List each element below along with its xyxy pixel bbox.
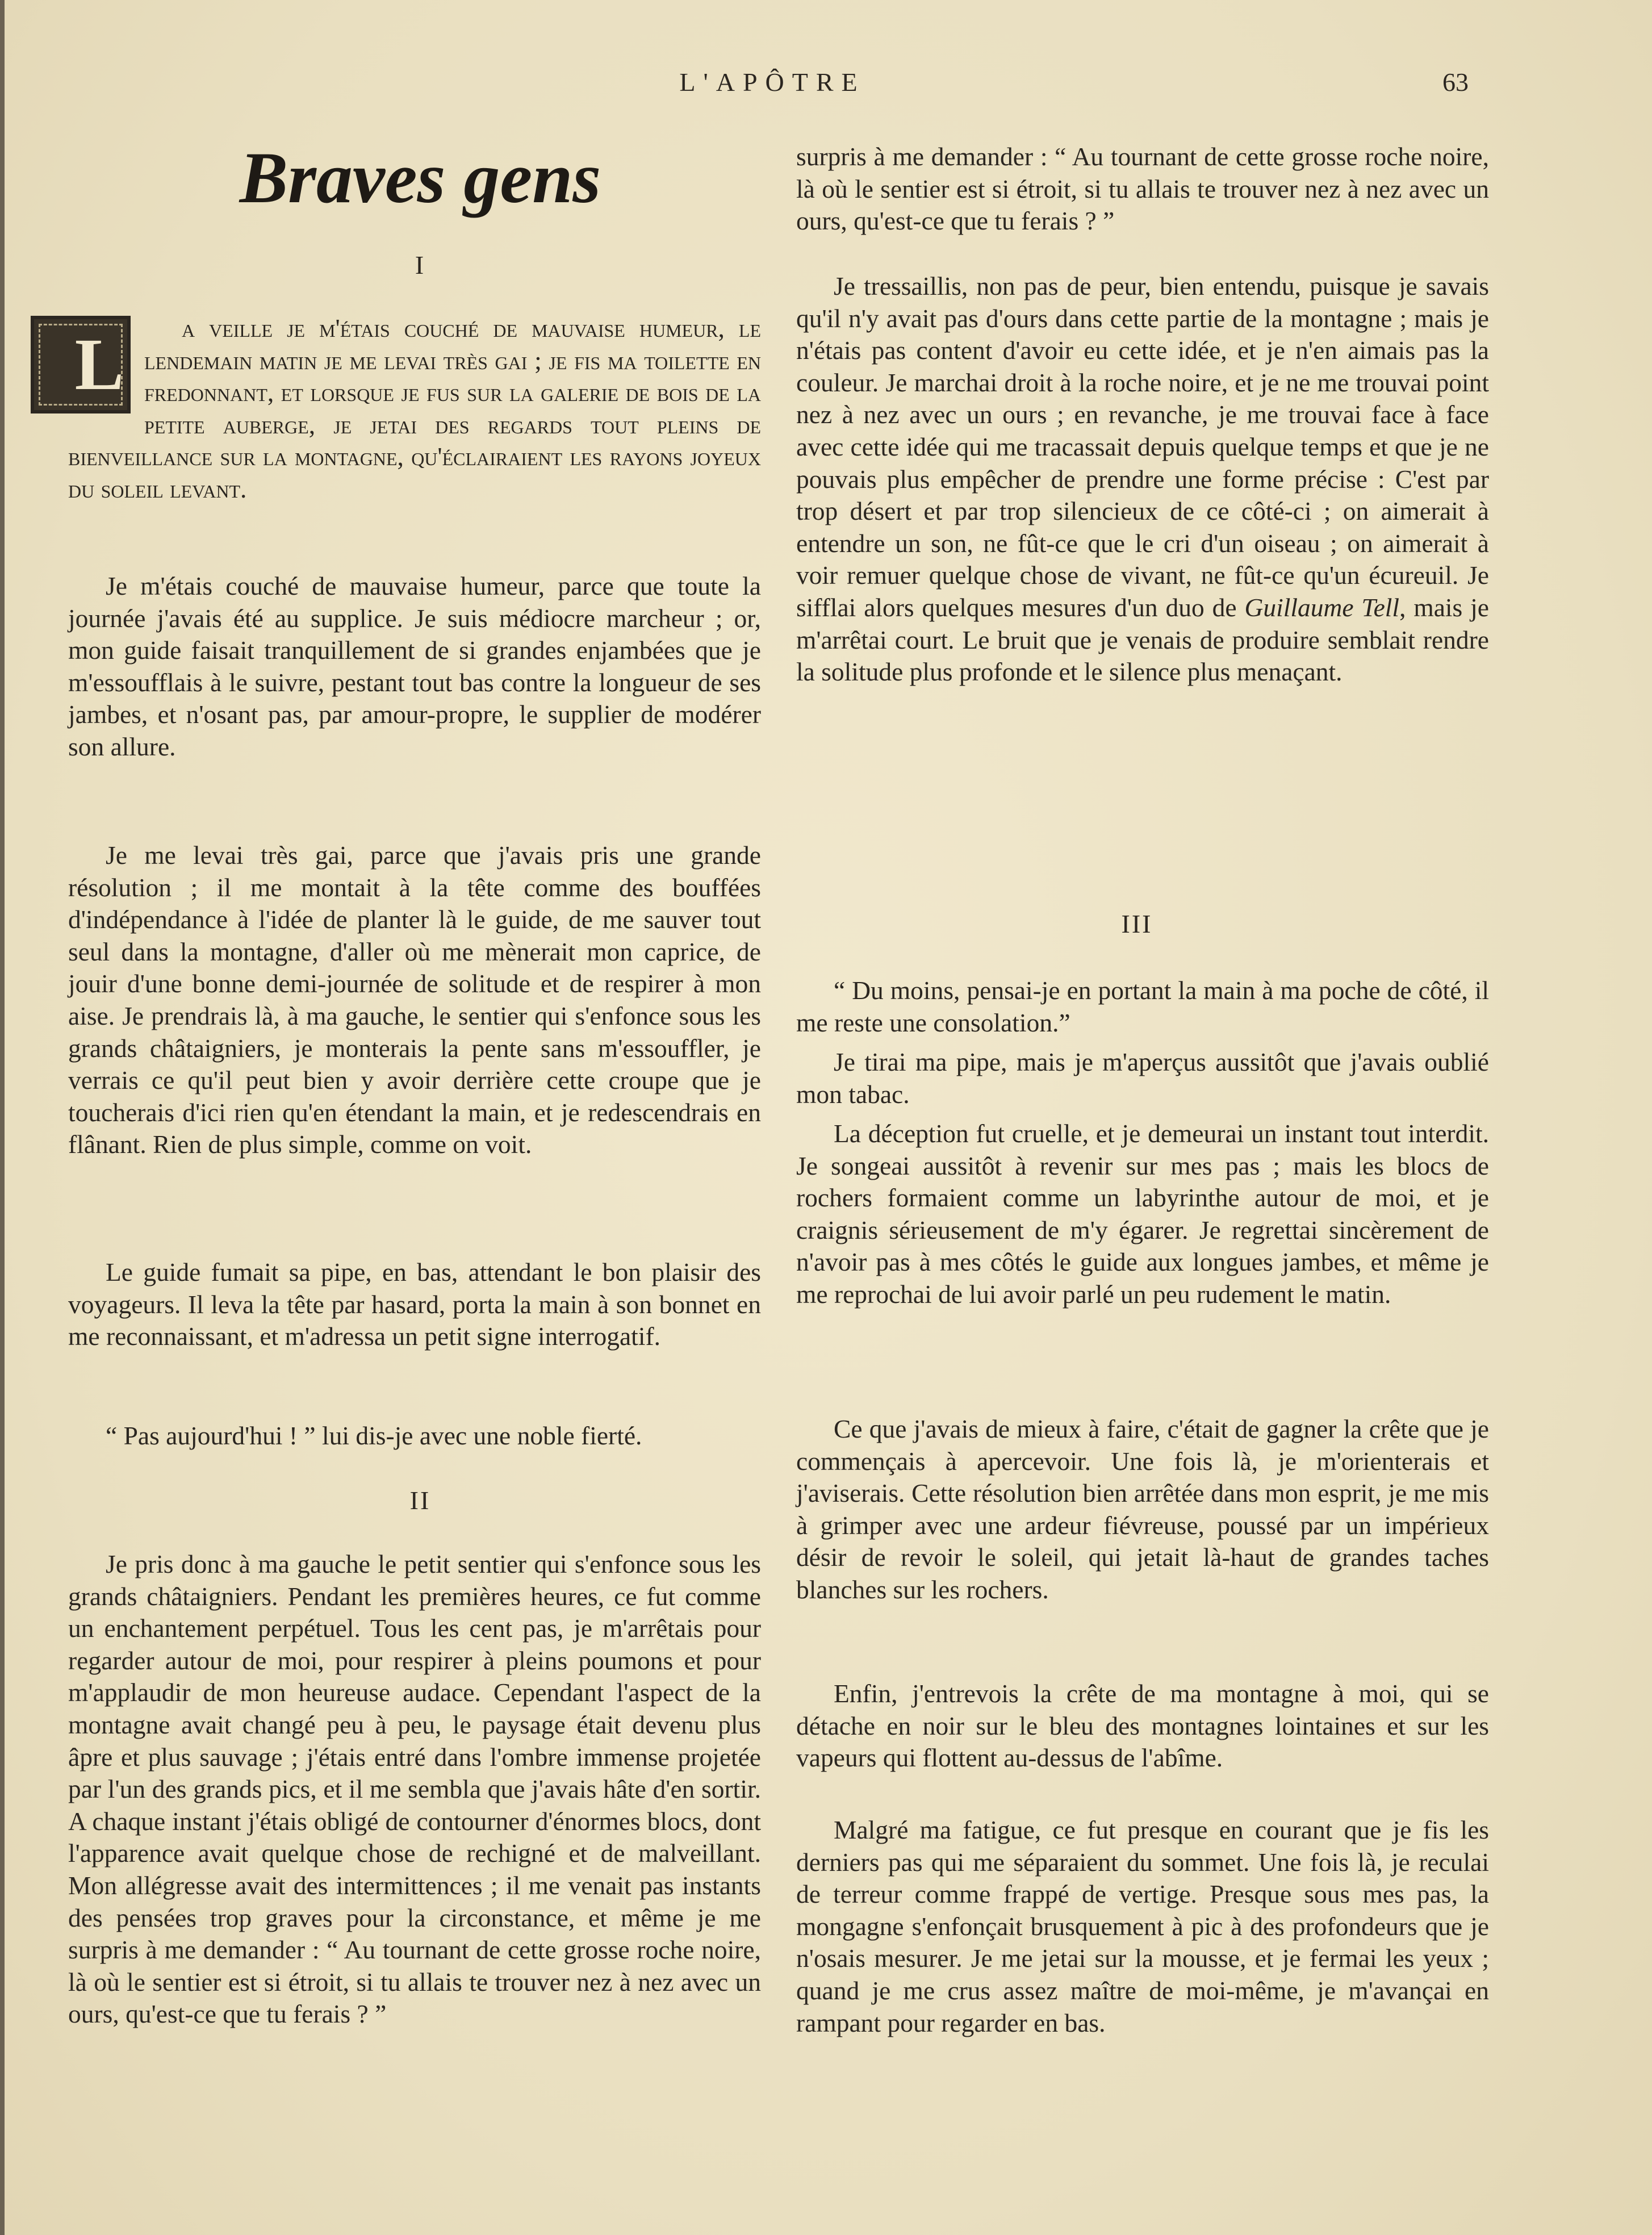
paragraph: Je me levai très gai, parce que j'avais pris une grande résolution ; il me montait à la tête comme des bouffées d'indépendance à l'idée de planter là le guide, de me sauver tout seul dans la montagne, d'aller où me mènerait mon caprice, de jouir d'une bonne demi-journée de solitude et de respirer à mon aise. Je prendrais là, à ma gauche, le sentier qui s'enfonce sous les grands châtaigniers, je monterais la pente sans m'essouffler, je verrais ce qu'il peut bien y avoir derrière cette croupe que je toucherais d'ici rien qu'en étendant la main, et je redescendrais en flânant. Rien de plus simple, comme on voit. — [68, 841, 761, 1159]
page-number: 63 — [1442, 68, 1469, 97]
article-title: Braves gens — [239, 137, 601, 218]
paragraph: Je tressaillis, non pas de peur, bien entendu, puisque je savais qu'il n'y avait pas d'ours dans cette partie de la montagne ; mais je n'étais pas content d'avoir eu cette idée, et je n'en aimais pas la couleur. Je marchai droit à la roche noire, et je ne me trouvai point nez à nez avec un ours ; en revanche, je me trouvai face à face avec cette idée qui me tracassait depuis quelque temps et que je ne pouvais plus empêcher de prendre une forme précise : C'est par trop désert et par trop silencieux de ce côté-ci ; on aimerait à entendre un son, ne fût-ce que le cri d'un oiseau ; on aimerait à voir remuer quelque chose de vivant, ne fût-ce qu'un écureuil. Je sifflai alors quelques mesures d'un duo de Guillaume Tell, mais je m'arrêtai court. Le bruit que je venais de produire semblait rendre la solitude plus profonde et le silence plus menaçant. — [796, 271, 1489, 687]
page-edge — [0, 0, 5, 2235]
paragraph: L a veille je m'étais couché de mauvaise humeur, le lendemain matin je me levai très gai ; je fis ma toilette en fredonnant, et lorsque je fus sur la galerie de bois de la petite auberge, je jetai des regards tout pleins de bienveillance sur la montagne, qu'éclairaient les rayons joyeux du soleil levant. — [68, 312, 761, 506]
running-header-title: L'APÔTRE — [679, 68, 865, 97]
paragraph: “ Pas aujourd'hui ! ” lui dis-je avec une noble fierté. — [106, 1421, 642, 1450]
section-number-1: I — [415, 250, 426, 279]
paragraph: Je m'étais couché de mauvaise humeur, parce que toute la journée j'avais été au supplice. Je suis médiocre marcheur ; or, mon guide faisait tranquillement de si grandes enjambées que je m'essoufflais à le suivre, pestant tout bas contre la longueur de ses jambes, et n'osant pas, par amour-propre, le supplier de modérer son allure. — [68, 571, 761, 761]
paragraph: Le guide fumait sa pipe, en bas, attendant le bon plaisir des voyageurs. Il leva la tête par hasard, porta la main à son bonnet en me reconnaissant, et m'adressa un petit signe interrogatif. — [68, 1258, 761, 1351]
paragraph-continued: surpris à me demander : “ Au tournant de cette grosse roche noire, là où le sentier est si étroit, si tu allais te trouver nez à nez avec un ours, qu'est-ce que tu ferais ? ” — [796, 142, 1489, 236]
paragraph: La déception fut cruelle, et je demeurai un instant tout interdit. Je songeai aussitôt à revenir sur mes pas ; mais les blocs de rochers formaient comme un labyrinthe autour de moi, et je craignis sérieusement de m'y égarer. Je regrettai sincèrement de n'avoir pas à mes côtés le guide aux longues jambes, et même je me reprochai de lui avoir parlé un peu rudement le matin. — [796, 1119, 1489, 1309]
paragraph: Je pris donc à ma gauche le petit sentier qui s'enfonce sous les grands châtaigniers. Pendant les premières heures, ce fut comme un enchantement perpétuel. Tous les cent pas, je m'arrêtais pour regarder autour de moi, pour respirer à pleins poumons et pour m'applaudir de mon heureuse audace. Cependant l'aspect de la montagne avait changé peu à peu, le paysage était devenu plus âpre et plus sauvage ; j'étais entré dans l'ombre immense projetée par l'un des grands pics, et il me sembla que j'avais hâte d'en sortir. A chaque instant j'étais obligé de contourner d'énormes blocs, dont l'apparence avait quelque chose de rechigné et de malveillant. Mon allégresse avait des intermittences ; il me venait pas instants des pensées trop graves pour la circonstance, et même je me surpris à me demander : “ Au tournant de cette grosse roche noire, là où le sentier est si étroit, si tu allais te trouver nez à nez avec un ours, qu'est-ce que tu ferais ? ” — [68, 1549, 761, 2029]
paragraph: Ce que j'avais de mieux à faire, c'était de gagner la crête que je commençais à apercevoir. Une fois là, je m'orienterais et j'aviserais. Cette résolution bien arrêtée dans mon esprit, je me mis à grimper avec une ardeur fiévreuse, poussé par un impérieux désir de revoir le soleil, qui jetait là-haut de grandes taches blanches sur les rochers. — [796, 1414, 1489, 1604]
opera-title: Guillaume Tell — [1244, 592, 1400, 622]
paragraph: Je tirai ma pipe, mais je m'aperçus aussitôt que j'avais oublié mon tabac. — [796, 1047, 1489, 1109]
paragraph: “ Du moins, pensai-je en portant la main à ma poche de côté, il me reste une consolation.” — [796, 976, 1489, 1037]
section-number-3: III — [1121, 909, 1153, 938]
section-number-2: II — [409, 1486, 431, 1515]
paragraph: Enfin, j'entrevois la crête de ma montagne à moi, qui se détache en noir sur le bleu des montagnes lointaines et sur les vapeurs qui flottent au-dessus de l'abîme. — [796, 1679, 1489, 1773]
paragraph: Malgré ma fatigue, ce fut presque en courant que je fis les derniers pas qui me séparaient du sommet. Une fois là, je reculai de terreur comme frappé de vertige. Presque sous mes pas, la mongagne s'enfonçait brusquement à pic à des profondeurs que je n'osais mesurer. Je me jetai sur la mousse, et je fermai les yeux ; quand je me crus assez maître de moi-même, je m'avançai en rampant pour regarder en bas. — [796, 1815, 1489, 2037]
drop-cap-ornament: L — [31, 316, 131, 413]
